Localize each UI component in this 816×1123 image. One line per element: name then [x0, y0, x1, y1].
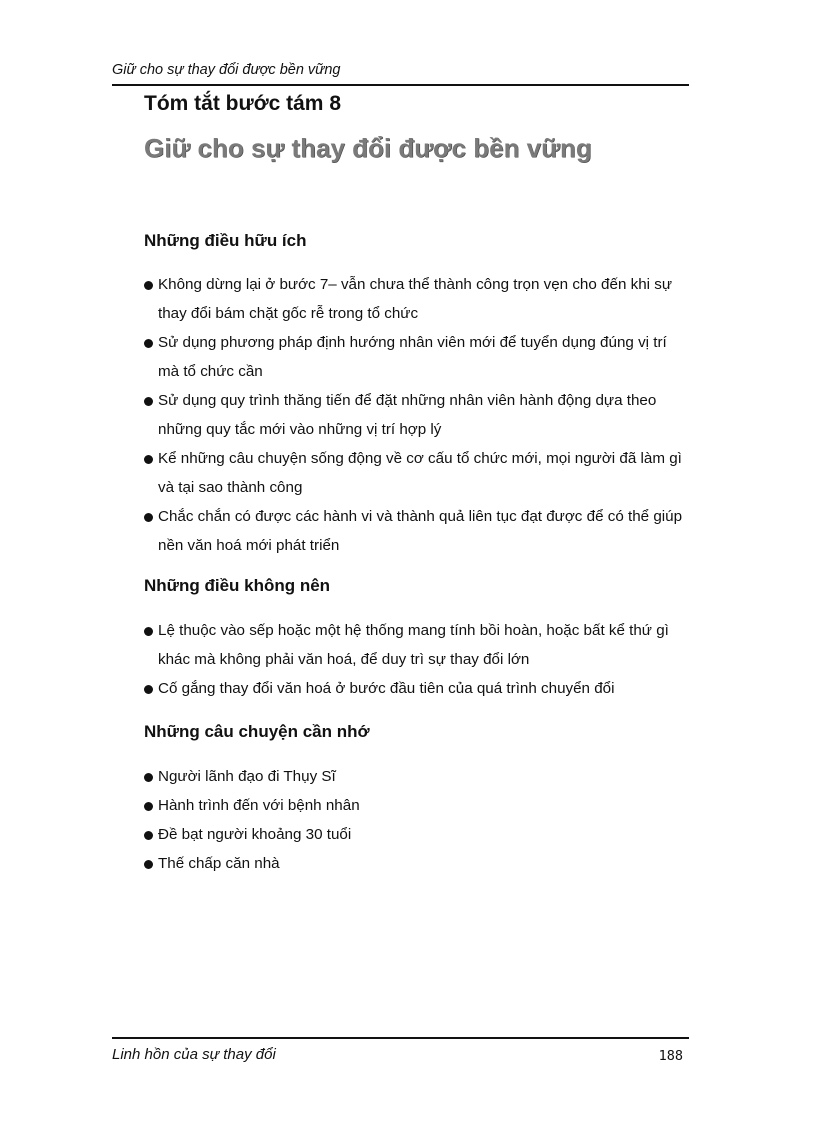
list-item: Hành trình đến với bệnh nhân [144, 791, 689, 820]
bullet-icon [144, 281, 153, 290]
list-item: Thế chấp căn nhà [144, 849, 689, 878]
list-item: Đề bạt người khoảng 30 tuổi [144, 820, 689, 849]
list-item: Không dừng lại ở bước 7– vẫn chưa thể thành công trọn vẹn cho đến khi sự thay đổi bám chặt gốc rễ trong tổ chức [144, 270, 689, 328]
bullet-icon [144, 397, 153, 406]
summary-title: Tóm tắt bước tám 8 [144, 92, 341, 115]
useful-list [144, 270, 689, 560]
list-item: Cố gắng thay đổi văn hoá ở bước đầu tiên của quá trình chuyển đổi [144, 674, 689, 703]
list-item: Chắc chắn có được các hành vi và thành quả liên tục đạt được để có thể giúp nền văn hoá mới phát triển [144, 502, 689, 560]
bullet-icon [144, 685, 153, 694]
header-rule [112, 84, 689, 86]
section-heading-avoid: Những điều không nên [144, 576, 331, 595]
list-item: Sử dụng phương pháp định hướng nhân viên mới để tuyển dụng đúng vị trí mà tổ chức cần [144, 328, 689, 386]
footer-book-title: Linh hồn của sự thay đổi [112, 1046, 276, 1063]
bullet-icon [144, 455, 153, 464]
list-item: Người lãnh đạo đi Thụy Sĩ [144, 762, 689, 791]
bullet-icon [144, 627, 153, 636]
bullet-icon [144, 860, 153, 869]
section-heading-useful: Những điều hữu ích [144, 231, 307, 250]
page-number: 188 [658, 1048, 683, 1064]
bullet-icon [144, 773, 153, 782]
list-item: Sử dụng quy trình thăng tiến để đặt những nhân viên hành động dựa theo những quy tắc mới vào những vị trí hợp lý [144, 386, 689, 444]
list-item: Kể những câu chuyện sống động về cơ cấu tổ chức mới, mọi người đã làm gì và tại sao thành công [144, 444, 689, 502]
bullet-icon [144, 802, 153, 811]
running-header: Giữ cho sự thay đổi được bền vững [112, 62, 341, 78]
stories-list [144, 762, 689, 878]
chapter-title: Giữ cho sự thay đổi được bền vững [144, 133, 592, 163]
section-heading-stories: Những câu chuyện cần nhớ [144, 722, 370, 741]
bullet-icon [144, 513, 153, 522]
footer-rule [112, 1037, 689, 1039]
bullet-icon [144, 831, 153, 840]
avoid-list [144, 616, 689, 703]
list-item: Lệ thuộc vào sếp hoặc một hệ thống mang tính bồi hoàn, hoặc bất kể thứ gì khác mà không phải văn hoá, để duy trì sự thay đổi lớn [144, 616, 689, 674]
bullet-icon [144, 339, 153, 348]
